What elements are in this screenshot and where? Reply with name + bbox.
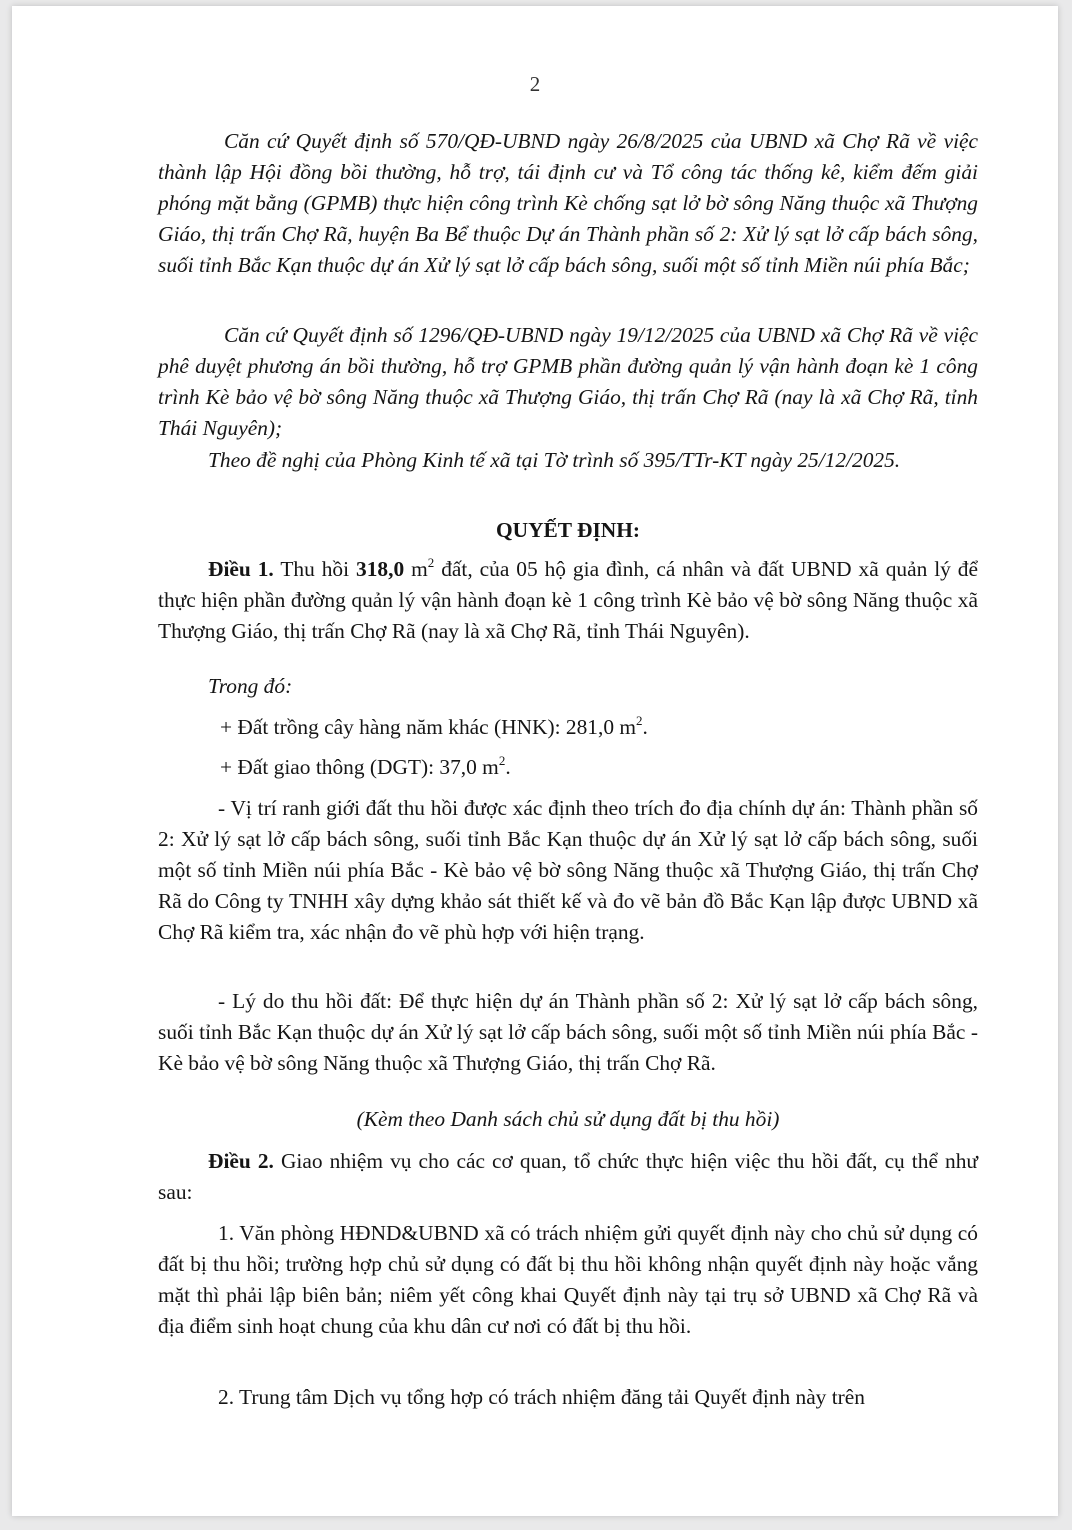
item-hnk-end: .	[642, 715, 648, 739]
dieu-2-text: Giao nhiệm vụ cho các cơ quan, tổ chức thực hiện việc thu hồi đất, cụ thể như sau:	[158, 1149, 978, 1204]
can-cu-570: Căn cứ Quyết định số 570/QĐ-UBND ngày 26/8/2025 của UBND xã Chợ Rã về việc thành lập Hội đồng bồi thường, hỗ trợ, tái định cư và Tổ công tác thống kê, kiểm đếm giải phóng mặt bằng (GPMB) thực hiện công trình Kè chống sạt lở bờ sông Năng thuộc xã Thượng Giáo, thị trấn Chợ Rã, huyện Ba Bể thuộc Dự án Thành phần số 2: Xử lý sạt lở cấp bách sông, suối tỉnh Bắc Kạn thuộc dự án Xử lý sạt lở cấp bách sông, suối một số tỉnh Miền núi phía Bắc;	[158, 129, 978, 277]
item-dgt-sup: 2	[498, 753, 506, 768]
dieu-1-label: Điều 1.	[208, 557, 274, 581]
dieu-1-unit-sup: 2	[427, 555, 435, 570]
document-page	[12, 6, 1058, 1516]
kem-theo: (Kèm theo Danh sách chủ sử dụng đất bị thu hồi)	[356, 1107, 780, 1131]
dieu-2-item-2: 2. Trung tâm Dịch vụ tổng hợp có trách nhiệm đăng tải Quyết định này trên	[218, 1385, 865, 1409]
dieu-1-text-a: Thu hồi	[273, 557, 357, 581]
dieu-1-area: 318,0	[356, 557, 405, 581]
dieu-1-text-b: đất, của 05 hộ gia đình, cá nhân và đất UBND xã quản lý để thực hiện phần đường quản lý vận hành đoạn kè 1 công trình Kè bảo vệ bờ sông Năng thuộc xã Thượng Giáo, thị trấn Chợ Rã (nay là xã Chợ Rã, tỉnh Thái Nguyên).	[158, 557, 978, 643]
dieu-2-label: Điều 2.	[208, 1149, 274, 1173]
dieu-1-unit: m	[404, 557, 428, 581]
dieu-2	[158, 1146, 978, 1208]
item-dgt-text: + Đất giao thông (DGT): 37,0 m	[220, 755, 499, 779]
decision-heading: QUYẾT ĐỊNH:	[495, 518, 640, 542]
item-hnk-text: + Đất trồng cây hàng năm khác (HNK): 281,0 m	[220, 715, 636, 739]
item-hnk-sup: 2	[636, 713, 643, 728]
ly-do-thu-hoi: - Lý do thu hồi đất: Để thực hiện dự án Thành phần số 2: Xử lý sạt lở cấp bách sông, suối tỉnh Bắc Kạn thuộc dự án Xử lý sạt lở cấp bách sông, suối một số tỉnh Miền núi phía Bắc - Kè bảo vệ bờ sông Năng thuộc xã Thượng Giáo, thị trấn Chợ Rã.	[158, 989, 978, 1075]
can-cu-1296: Căn cứ Quyết định số 1296/QĐ-UBND ngày 19/12/2025 của UBND xã Chợ Rã về việc phê duyệt phương án bồi thường, hỗ trợ GPMB phần đường quản lý vận hành đoạn kè 1 công trình Kè bảo vệ bờ sông Năng thuộc xã Thượng Giáo, thị trấn Chợ Rã (nay là xã Chợ Rã, tỉnh Thái Nguyên);	[158, 323, 978, 440]
dieu-2-item-1: 1. Văn phòng HĐND&UBND xã có trách nhiệm gửi quyết định này cho chủ sử dụng có đất bị thu hồi; trường hợp chủ sử dụng có đất bị thu hồi không nhận quyết định này hoặc vắng mặt thì phải lập biên bản; niêm yết công khai Quyết định này tại trụ sở UBND xã Chợ Rã và địa điểm sinh hoạt chung của khu dân cư nơi có đất bị thu hồi.	[158, 1221, 978, 1338]
theo-de-nghi: Theo đề nghị của Phòng Kinh tế xã tại Tờ trình số 395/TTr-KT ngày 25/12/2025.	[208, 448, 901, 472]
item-dgt-end: .	[505, 755, 511, 779]
vi-tri-ranh-gioi: - Vị trí ranh giới đất thu hồi được xác định theo trích đo địa chính dự án: Thành phần số 2: Xử lý sạt lở cấp bách sông, suối tỉnh Bắc Kạn thuộc dự án Xử lý sạt lở cấp bách sông, suối một số tỉnh Miền núi phía Bắc - Kè bảo vệ bờ sông Năng thuộc xã Thượng Giáo, thị trấn Chợ Rã do Công ty TNHH xây dựng khảo sát thiết kế và đo vẽ bản đồ Bắc Kạn lập được UBND xã Chợ Rã kiểm tra, xác nhận đo vẽ phù hợp với hiện trạng.	[158, 796, 978, 944]
item-hnk	[158, 712, 978, 743]
trong-do: Trong đó:	[208, 674, 293, 698]
dieu-1	[158, 554, 978, 647]
page-number: 2	[529, 72, 541, 96]
item-dgt	[158, 752, 978, 783]
